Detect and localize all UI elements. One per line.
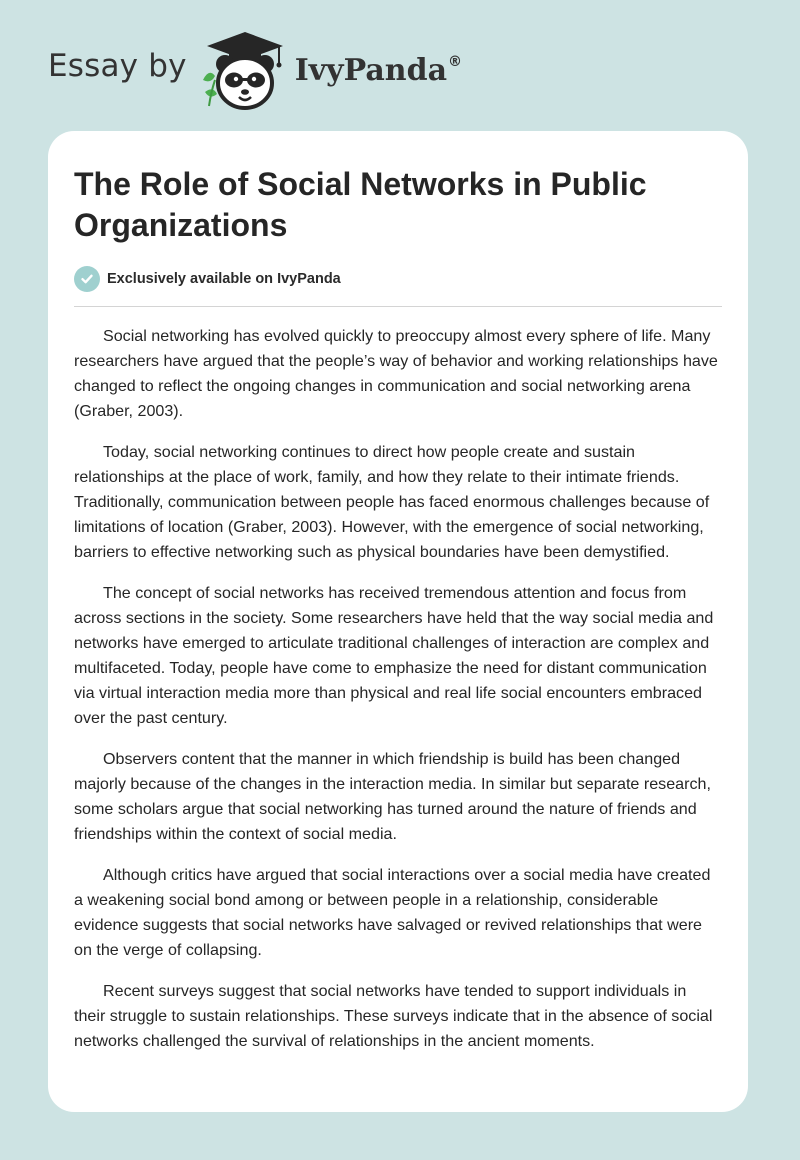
check-icon xyxy=(74,266,100,292)
essay-by-label: Essay by xyxy=(48,48,187,84)
registered-mark: ® xyxy=(448,53,463,70)
page-title: The Role of Social Networks in Public Organizations xyxy=(74,166,647,243)
paragraph: Social networking has evolved quickly to preoccupy almost every sphere of life. Many researchers have argued that the people’s way of behavior and working relationships have changed to reflect the ongoing changes in communication and social networking arena (Graber, 2003). xyxy=(74,327,718,420)
exclusive-badge xyxy=(74,266,722,292)
panda-logo-icon[interactable] xyxy=(201,30,289,110)
exclusive-badge-label: Exclusively available on IvyPanda xyxy=(107,271,341,287)
site-header xyxy=(48,30,462,110)
paragraph: Observers content that the manner in which friendship is build has been changed majorly because of the changes in the interaction media. In similar but separate research, some scholars argue that social networking has turned around the nature of friends and friendships within the context of social media. xyxy=(74,750,711,843)
paragraph: The concept of social networks has received tremendous attention and focus from across sections in the society. Some researchers have held that the way social media and networks have emerged to articulate traditional challenges of interaction are complex and multifaceted. Today, people have come to emphasize the need for distant communication via virtual interaction media more than physical and real life social encounters embraced over the past century. xyxy=(74,584,714,727)
divider xyxy=(74,306,722,307)
article-card xyxy=(48,131,748,1112)
brand-name[interactable]: IvyPanda® xyxy=(294,52,463,88)
article-body xyxy=(74,324,722,1054)
paragraph: Recent surveys suggest that social networks have tended to support individuals in their struggle to sustain relationships. These surveys indicate that in the absence of social networks challenged the survival of relationships in the ancient moments. xyxy=(74,982,713,1050)
paragraph: Today, social networking continues to direct how people create and sustain relationships at the place of work, family, and how they relate to their intimate friends. Traditionally, communication between people has faced enormous challenges because of limitations of location (Graber, 2003). However, with the emergence of social networking, barriers to effective networking such as physical boundaries have been demystified. xyxy=(74,443,710,561)
paragraph: Although critics have argued that social interactions over a social media have created a weakening social bond among or between people in a relationship, considerable evidence suggests that social networks have salvaged or revived relationships that were on the verge of collapsing. xyxy=(74,866,711,959)
